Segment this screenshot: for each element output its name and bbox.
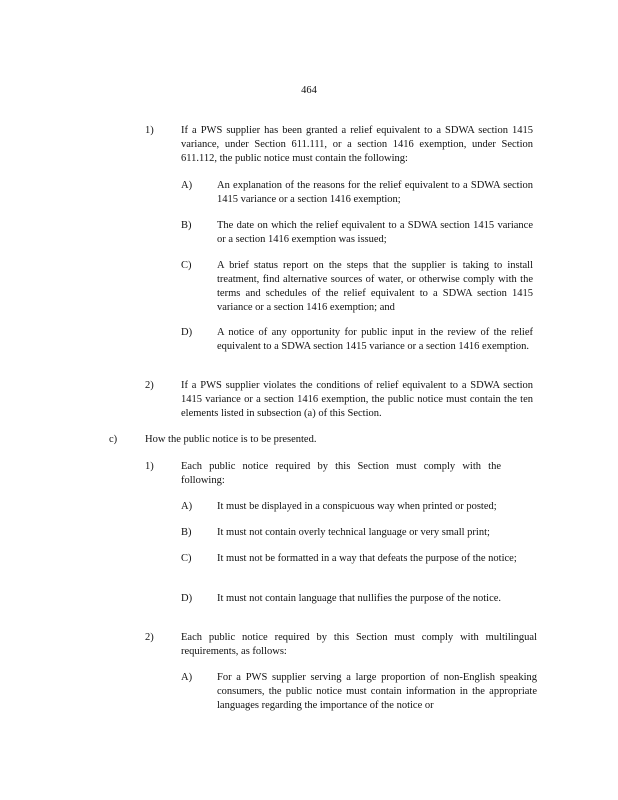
item-text: It must not be formatted in a way that defeats the purpose of the notice; bbox=[217, 553, 517, 564]
item-text: For a PWS supplier serving a large proportion of non-English speaking consumers, the public notice must contain information in the appropriate languages regarding the importance of the notice or bbox=[217, 672, 537, 711]
item-label: A) bbox=[181, 501, 193, 512]
item-label: B) bbox=[181, 527, 192, 538]
item-text: The date on which the relief equivalent to a SDWA section 1415 variance or a section 1416 exemption was issued; bbox=[217, 220, 533, 245]
item-label: 1) bbox=[145, 461, 154, 472]
item-label: D) bbox=[181, 327, 193, 338]
item-label: 1) bbox=[145, 125, 154, 136]
item-label: c) bbox=[109, 434, 118, 445]
item-text: It must not contain language that nullifies the purpose of the notice. bbox=[217, 593, 502, 604]
item-label: B) bbox=[181, 220, 192, 231]
item-label: D) bbox=[181, 593, 193, 604]
item-label: C) bbox=[181, 260, 192, 271]
item-text: An explanation of the reasons for the relief equivalent to a SDWA section 1415 variance or a section 1416 exemption; bbox=[217, 180, 533, 205]
item-text: If a PWS supplier has been granted a relief equivalent to a SDWA section 1415 variance, under Section 611.111, or a section 1416 exemption, under Section 611.112, the public notice must contain the following: bbox=[181, 125, 533, 164]
item-text: Each public notice required by this Section must comply with the following: bbox=[181, 461, 501, 486]
item-label: A) bbox=[181, 180, 193, 191]
item-text: How the public notice is to be presented. bbox=[145, 434, 317, 445]
item-text: A notice of any opportunity for public input in the review of the relief equivalent to a SDWA section 1415 variance or a section 1416 exemption. bbox=[217, 327, 533, 352]
item-label: A) bbox=[181, 672, 193, 683]
item-label: C) bbox=[181, 553, 192, 564]
item-label: 2) bbox=[145, 632, 154, 643]
item-text: Each public notice required by this Section must comply with multilingual requirements, as follows: bbox=[181, 632, 537, 657]
item-label: 2) bbox=[145, 380, 154, 391]
page-number: 464 bbox=[301, 85, 317, 96]
item-text: It must not contain overly technical language or very small print; bbox=[217, 527, 490, 538]
item-text: If a PWS supplier violates the conditions of relief equivalent to a SDWA section 1415 variance or a section 1416 exemption, the public notice must contain the ten elements listed in subsection (a) of this Section. bbox=[181, 380, 533, 419]
item-text: A brief status report on the steps that the supplier is taking to install treatment, find alternative sources of water, or otherwise comply with the terms and schedules of the relief equivalent to a SDWA section 1415 variance or a section 1416 exemption; and bbox=[217, 260, 533, 313]
item-text: It must be displayed in a conspicuous way when printed or posted; bbox=[217, 501, 497, 512]
